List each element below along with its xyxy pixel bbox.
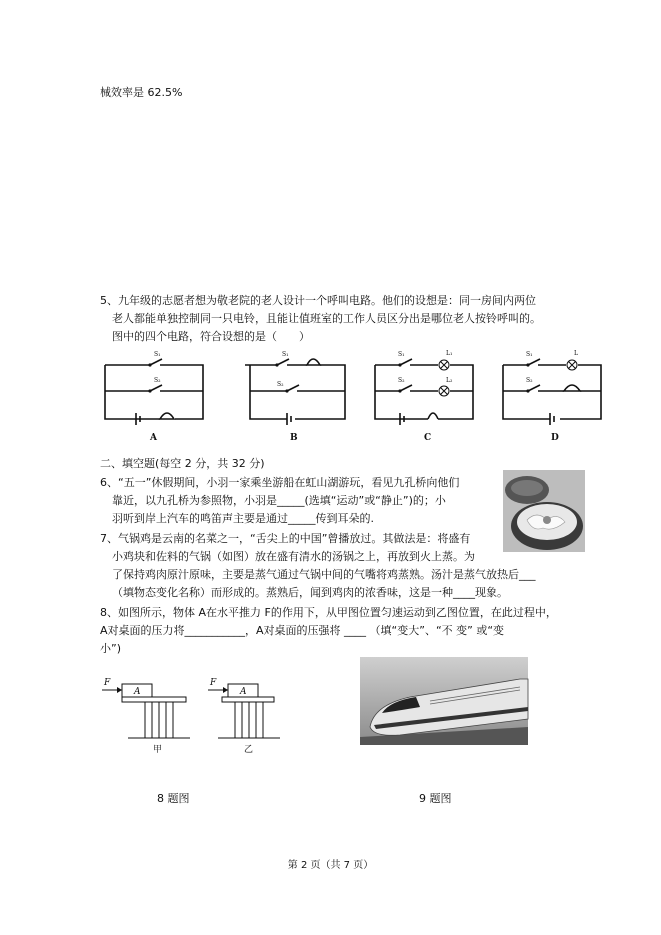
q8-line-2: A对桌面的压力将___________，A对桌面的压强将 ____ （填“变大”、“不 变” 或“变 — [100, 624, 505, 637]
circuit-c-s1: S₁ — [398, 351, 405, 358]
circuit-a-s2: S₂ — [154, 377, 161, 384]
circuit-d-l: L — [574, 350, 578, 357]
circuit-c-l2: L₂ — [446, 377, 453, 384]
fig8-force-right: F — [210, 678, 217, 688]
fig8-object-left: A — [134, 687, 141, 697]
high-speed-train-photo — [360, 657, 528, 745]
steam-pot-photo — [503, 470, 585, 552]
circuit-b-s1: S₁ — [282, 351, 289, 358]
circuit-d-s2: S₂ — [526, 377, 533, 384]
page-footer: 第 2 页（共 7 页） — [287, 860, 374, 871]
circuit-a-label: A — [150, 433, 157, 443]
circuit-d-s1: S₁ — [526, 351, 533, 358]
circuit-b-s2: S₂ — [277, 381, 284, 388]
q6-line-2: 靠近，以九孔桥为参照物，小羽是_____(选填“运动”或“静止”)的；小 — [112, 494, 446, 507]
circuit-c-l1: L₁ — [446, 350, 453, 357]
circuit-d-diagram — [498, 345, 608, 445]
q8-pressure-figure — [100, 676, 290, 756]
circuit-c-s2: S₂ — [398, 377, 405, 384]
circuit-a-diagram — [100, 345, 210, 445]
circuit-a-s1: S₁ — [154, 351, 161, 358]
q5-line-2: 老人都能单独控制同一只电铃，且能让值班室的工作人员区分出是哪位老人按铃呼叫的。 — [112, 312, 541, 325]
q7-line-3: 了保持鸡肉原汁原味，主要是蒸气通过气锅中间的气嘴将鸡蒸熟。汤汁是蒸气放热后___ — [112, 568, 536, 581]
circuit-b-label: B — [290, 433, 298, 443]
previous-answer-tail: 械效率是 62.5% — [100, 86, 183, 99]
circuit-c-diagram — [370, 345, 480, 445]
circuit-d-label: D — [551, 433, 559, 443]
q6-line-1: 6、“五一”休假期间，小羽一家乘坐游船在虹山湖游玩，看见九孔桥向他们 — [100, 476, 460, 489]
fig8-object-right: A — [240, 687, 247, 697]
fig8-caption: 8 题图 — [157, 792, 190, 805]
q7-line-1: 7、气锅鸡是云南的名菜之一，“舌尖上的中国”曾播放过。其做法是：将盛有 — [100, 532, 471, 545]
fig9-caption: 9 题图 — [419, 792, 452, 805]
q7-line-2: 小鸡块和佐料的气锅（如图）放在盛有清水的汤锅之上，再放到火上蒸。为 — [112, 550, 475, 563]
q7-line-4: （填物态变化名称）而形成的。蒸熟后，闻到鸡肉的浓香味，这是一种____现象。 — [112, 586, 508, 599]
q8-line-3: 小”) — [100, 642, 121, 655]
circuit-b-diagram — [242, 345, 352, 445]
q6-line-3: 羽听到岸上汽车的鸣笛声主要是通过_____传到耳朵的. — [112, 512, 374, 525]
fig8-caption-yi: 乙 — [244, 745, 254, 755]
section-2-title: 二、填空题(每空 2 分，共 32 分) — [100, 457, 265, 470]
q5-line-1: 5、九年级的志愿者想为敬老院的老人设计一个呼叫电路。他们的设想是：同一房间内两位 — [100, 294, 536, 307]
circuit-c-label: C — [424, 433, 432, 443]
q8-line-1: 8、如图所示，物体 A在水平推力 F的作用下，从甲图位置匀速运动到乙图位置，在此过程中， — [100, 606, 557, 619]
fig8-force-left: F — [104, 678, 111, 688]
fig8-caption-jia: 甲 — [153, 745, 163, 755]
q5-line-3: 图中的四个电路，符合设想的是（ ） — [112, 330, 310, 343]
